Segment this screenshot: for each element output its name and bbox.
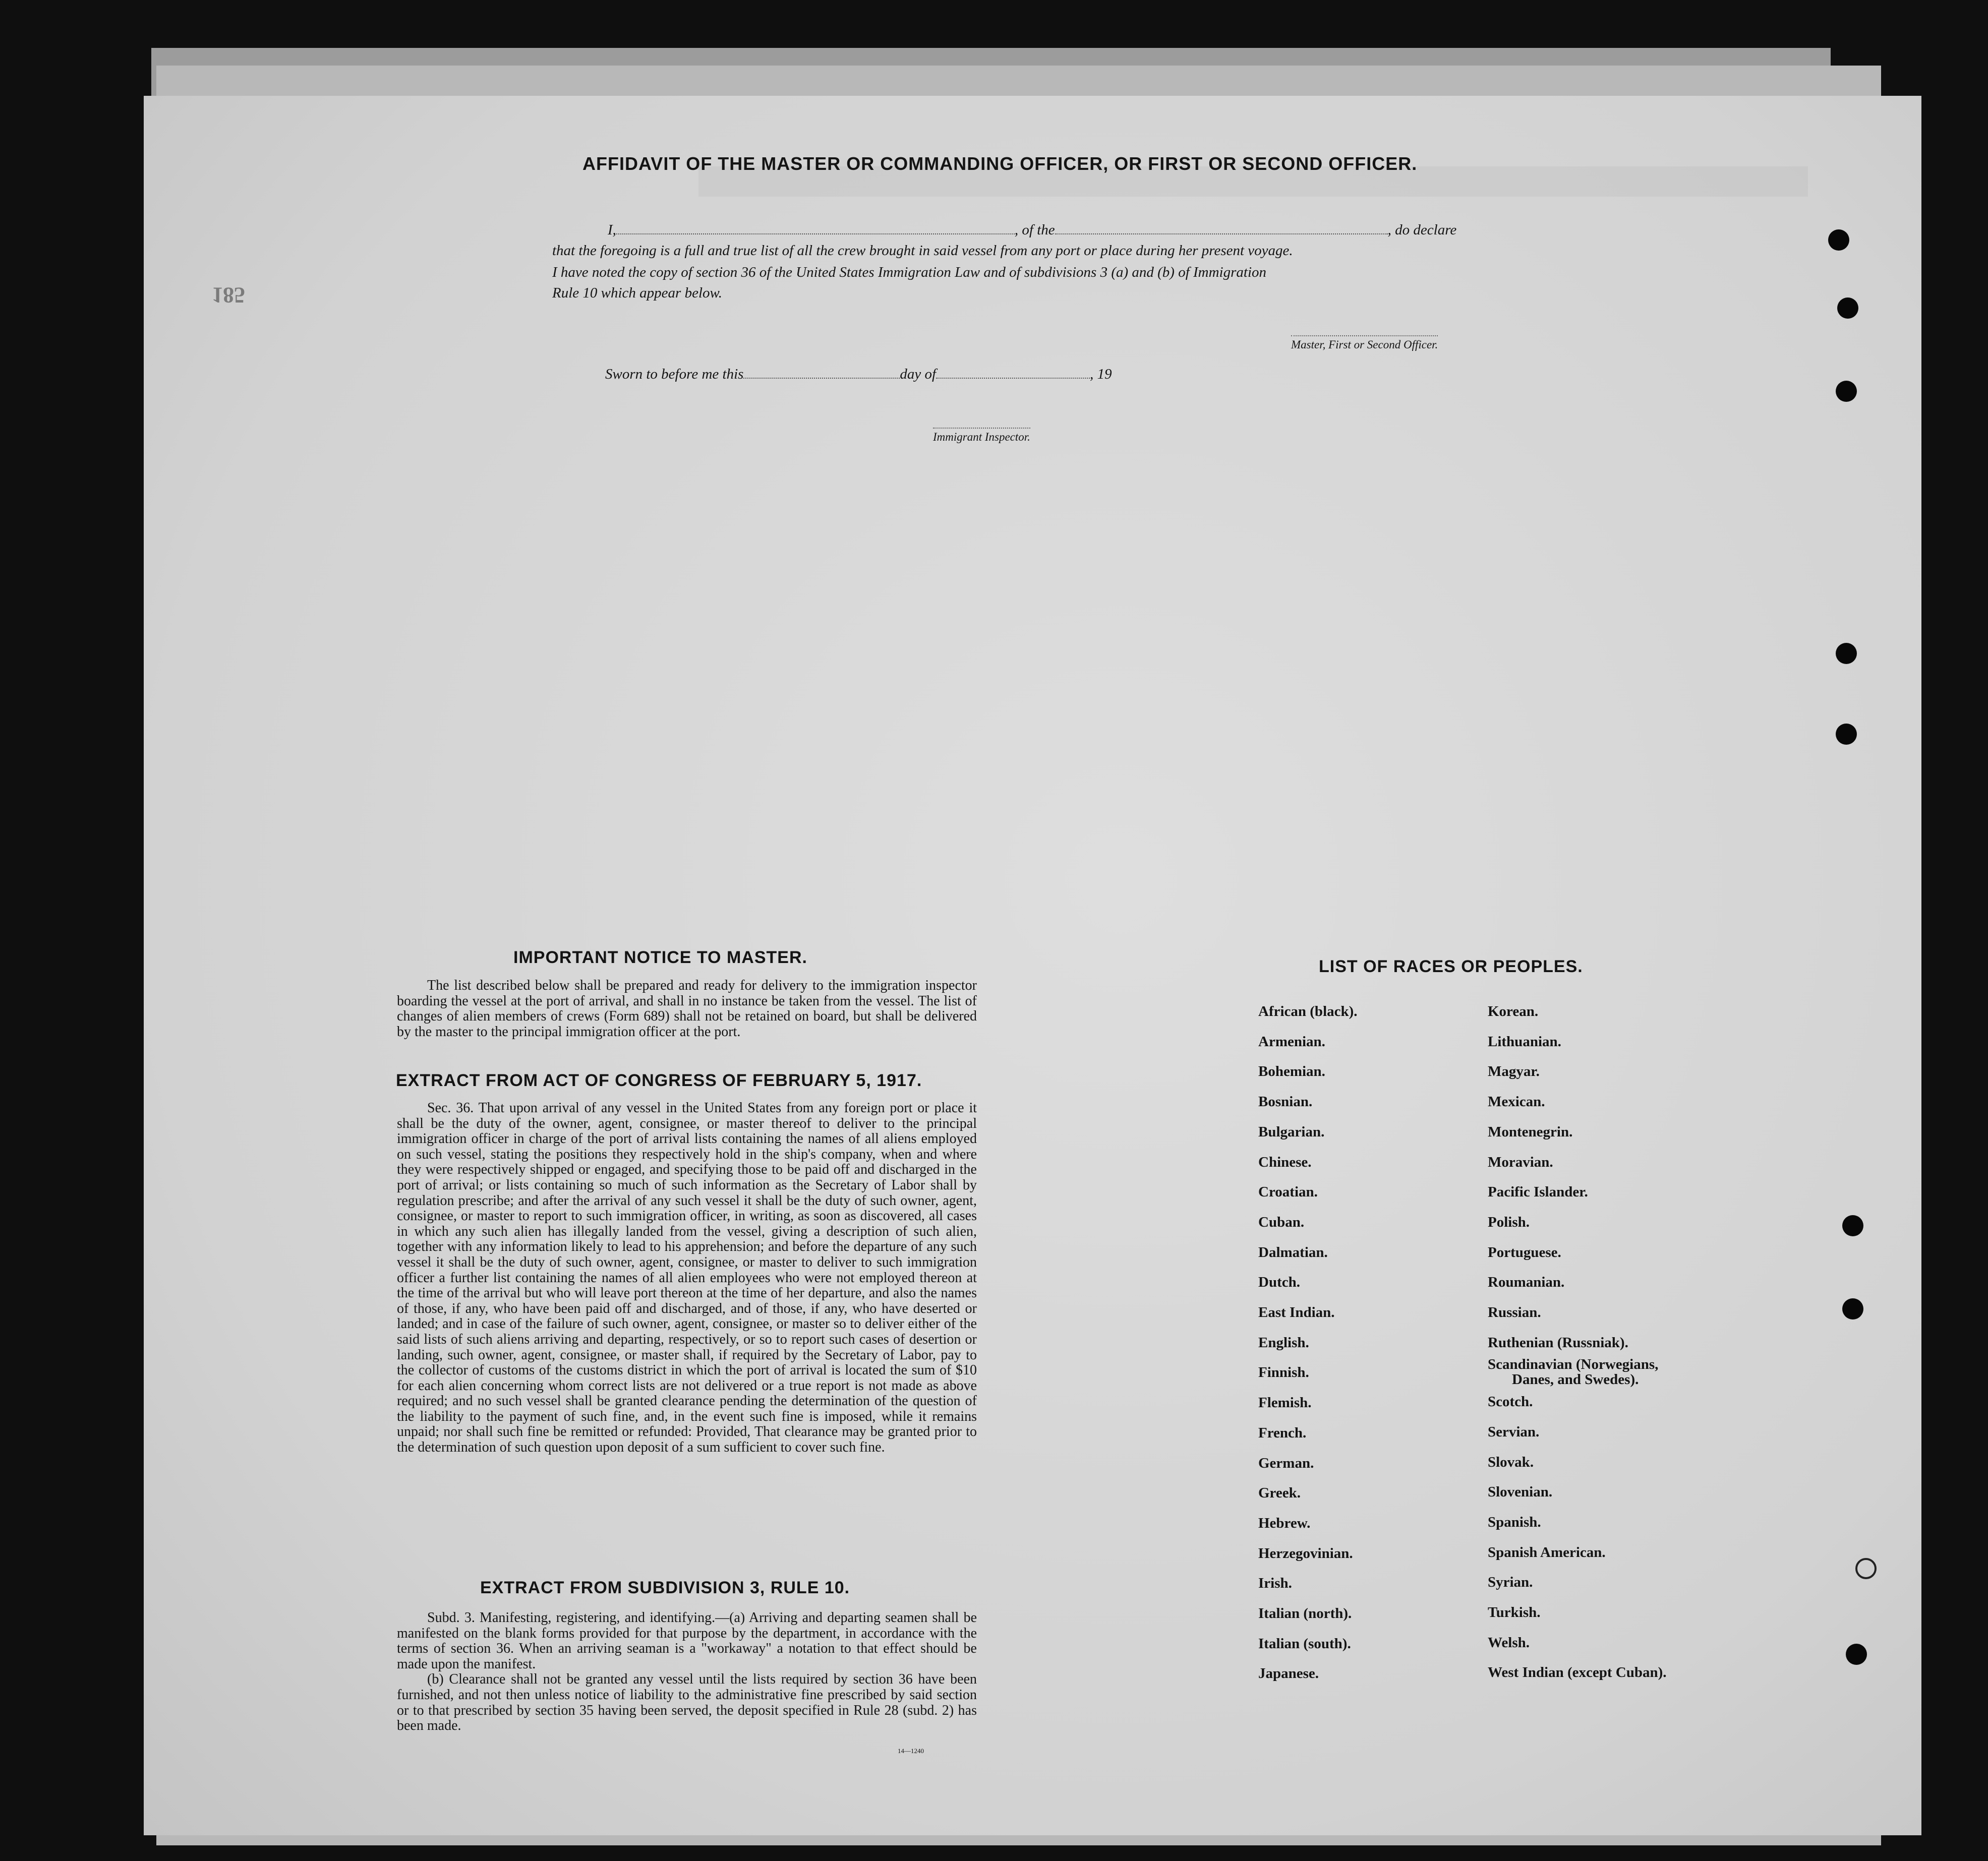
sworn-day-blank[interactable] [743, 378, 900, 379]
race-item: Russian. [1488, 1304, 1541, 1321]
race-item: Moravian. [1488, 1154, 1553, 1170]
race-item: Spanish. [1488, 1514, 1541, 1530]
affidavit-of-the: , of the [1014, 222, 1055, 238]
notice-body [397, 978, 977, 1040]
race-item: French. [1258, 1424, 1307, 1441]
race-item: Mexican. [1488, 1094, 1545, 1110]
race-item: Flemish. [1258, 1395, 1312, 1411]
race-item: Scotch. [1488, 1394, 1533, 1410]
act-body [397, 1101, 977, 1456]
sworn-line [605, 366, 1112, 383]
race-item: Welsh. [1488, 1634, 1530, 1651]
vessel-blank[interactable] [1055, 233, 1388, 234]
race-item: Italian (north). [1258, 1605, 1352, 1622]
form-code: 14—1240 [898, 1747, 924, 1755]
race-item: Roumanian. [1488, 1274, 1565, 1291]
master-signature-line: Master, First or Second Officer. [1291, 335, 1438, 351]
race-item: Magyar. [1488, 1063, 1540, 1080]
race-item: Dutch. [1258, 1274, 1300, 1291]
punch-hole [1836, 643, 1857, 664]
rule-subd-b: (b) Clearance shall not be granted any vessel until the lists required by section 36 have been furnished, and not then unless notice of liability to the administrative fine prescribed by said section or to that prescribed by section 35 having been served, the deposit specified in Rule 28 (subd. 2) has been made. [397, 1671, 977, 1734]
race-item: Dalmatian. [1258, 1244, 1328, 1260]
race-item: West Indian (except Cuban). [1488, 1664, 1667, 1681]
sworn-day-of: day of [900, 366, 937, 382]
race-item: German. [1258, 1455, 1314, 1471]
punch-hole [1842, 1215, 1863, 1236]
race-item: Herzegovinian. [1258, 1545, 1353, 1562]
race-item: Lithuanian. [1488, 1033, 1561, 1050]
race-item: Finnish. [1258, 1364, 1309, 1381]
notice-paragraph: The list described below shall be prepared and ready for delivery to the immigration inspector boarding the vessel at the port of arrival, and shall in no instance be taken from the vessel. The list of changes of alien members of crews (Form 689) shall not be retained on board, but shall be delivered by the master to the principal immigration officer at the port. [397, 978, 977, 1040]
race-item: Syrian. [1488, 1574, 1533, 1591]
affidavit-line-2: that the foregoing is a full and true list of all the crew brought in said vessel from any port or place during her present voyage. [552, 243, 1293, 259]
act-paragraph: Sec. 36. That upon arrival of any vessel in the United States from any foreign port or place it shall be the duty of the owner, agent, consignee, or master thereof to deliver to the principal immigration officer in charge of the port of arrival lists containing the names of all aliens employed on such vessel, stating the positions they respectively hold in the ship's company, when and where they were respectively shipped or engaged, and specifying those to be paid off and discharged in the port of arrival; or lists containing so much of such information as the Secretary of Labor shall by regulation prescribe; and after the arrival of any such vessel it shall be the duty of such owner, agent, consignee, or master to report to such immigration officer, in writing, as soon as discovered, all cases in which any such alien has illegally landed from the vessel, giving a description of such alien, together with any information likely to lead to his apprehension; and before the departure of any such vessel it shall be the duty of such owner, agent, consignee, or master to deliver to such immigration officer a further list containing the names of all alien employees who were not employed thereon at the time of the arrival but who will leave port thereon at the time of her departure, and also the names of those, if any, who have been paid off and discharged, and of those, if any, who have deserted or landed; and in case of the failure of such owner, agent, consignee, or master so to deliver either of the said lists of such aliens arriving and departing, respectively, or so to report such cases of desertion or landing, such owner, agent, consignee, or master shall, if required by the Secretary of Labor, pay to the collector of customs of the customs district in which the port of arrival is located the sum of $10 for each alien concerning whom correct lists are not delivered or a true report is not made as above required; and no such vessel shall be granted clearance pending the determination of the question of the liability to the payment of such fine, and, in the event such fine is imposed, while it remains unpaid; nor shall such fine be remitted or refunded: Provided, That clearance may be granted prior to the determination of such question upon deposit of a sum sufficient to cover such fine. [397, 1100, 977, 1456]
affidavit-i: I, [608, 222, 616, 238]
race-item: Polish. [1488, 1214, 1530, 1230]
race-item: Turkish. [1488, 1604, 1541, 1621]
race-item: Spanish American. [1488, 1544, 1606, 1560]
punch-hole [1842, 1298, 1863, 1319]
affidavit-line-3: I have noted the copy of section 36 of the United States Immigration Law and of subdivisions 3 (a) and (b) of Immigration [552, 264, 1267, 280]
race-item: Cuban. [1258, 1214, 1305, 1230]
sworn-year: , 19 [1090, 366, 1112, 382]
race-item: African (black). [1258, 1003, 1358, 1019]
race-item: Portuguese. [1488, 1244, 1561, 1260]
races-right-column [1488, 997, 1667, 1688]
inspector-signature-line: Immigrant Inspector. [933, 428, 1030, 444]
rule-heading: EXTRACT FROM SUBDIVISION 3, RULE 10. [480, 1578, 850, 1597]
rule-subd-a: Subd. 3. Manifesting, registering, and identifying.—(a) Arriving and departing seamen shall be manifested on the blank forms provided for that purpose by the department, in accordance with the terms of section 36. When an arriving seaman is a "workaway" a notation to that effect should be made upon the manifest. [397, 1610, 977, 1672]
race-item: Irish. [1258, 1575, 1292, 1592]
race-item: Slovak. [1488, 1454, 1534, 1470]
punch-hole [1836, 381, 1857, 402]
race-item: Bosnian. [1258, 1094, 1313, 1110]
race-item: Pacific Islander. [1488, 1184, 1588, 1200]
race-item: Scandinavian (Norwegians, Danes, and Swedes). [1488, 1356, 1659, 1388]
race-item: Armenian. [1258, 1033, 1325, 1050]
race-item: Japanese. [1258, 1665, 1319, 1682]
race-item: Servian. [1488, 1423, 1540, 1440]
name-blank[interactable] [616, 233, 1015, 234]
rule-body [397, 1610, 977, 1734]
affidavit-declare: , do declare [1387, 222, 1457, 238]
punch-hole [1846, 1644, 1867, 1665]
act-heading: EXTRACT FROM ACT OF CONGRESS OF FEBRUARY 5, 1917. [396, 1071, 922, 1090]
races-heading: LIST OF RACES OR PEOPLES. [1319, 957, 1583, 976]
race-item: Korean. [1488, 1003, 1539, 1019]
punch-hole [1828, 229, 1849, 251]
affidavit-line-4: Rule 10 which appear below. [552, 285, 722, 301]
race-item: Montenegrin. [1488, 1123, 1573, 1140]
punch-hole [1836, 724, 1857, 745]
race-item: Bulgarian. [1258, 1123, 1325, 1140]
page-number: 185 [212, 283, 245, 308]
race-item: Slovenian. [1488, 1484, 1553, 1500]
race-item: Italian (south). [1258, 1635, 1351, 1652]
punch-hole [1855, 1558, 1877, 1579]
race-item: East Indian. [1258, 1304, 1335, 1321]
race-item: Croatian. [1258, 1184, 1318, 1200]
punch-hole [1837, 297, 1858, 319]
notice-heading: IMPORTANT NOTICE TO MASTER. [513, 948, 807, 967]
affidavit-title: AFFIDAVIT OF THE MASTER OR COMMANDING OFFICER, OR FIRST OR SECOND OFFICER. [582, 153, 1418, 174]
race-item: Chinese. [1258, 1154, 1312, 1170]
race-item: Bohemian. [1258, 1063, 1325, 1080]
sworn-text: Sworn to before me this [605, 366, 744, 382]
races-left-column [1258, 997, 1358, 1689]
race-item: Greek. [1258, 1485, 1301, 1502]
sworn-month-blank[interactable] [936, 378, 1090, 379]
race-item: Hebrew. [1258, 1515, 1311, 1531]
affidavit-line-1 [608, 222, 1456, 238]
race-item: English. [1258, 1334, 1309, 1351]
race-item: Ruthenian (Russniak). [1488, 1334, 1628, 1351]
